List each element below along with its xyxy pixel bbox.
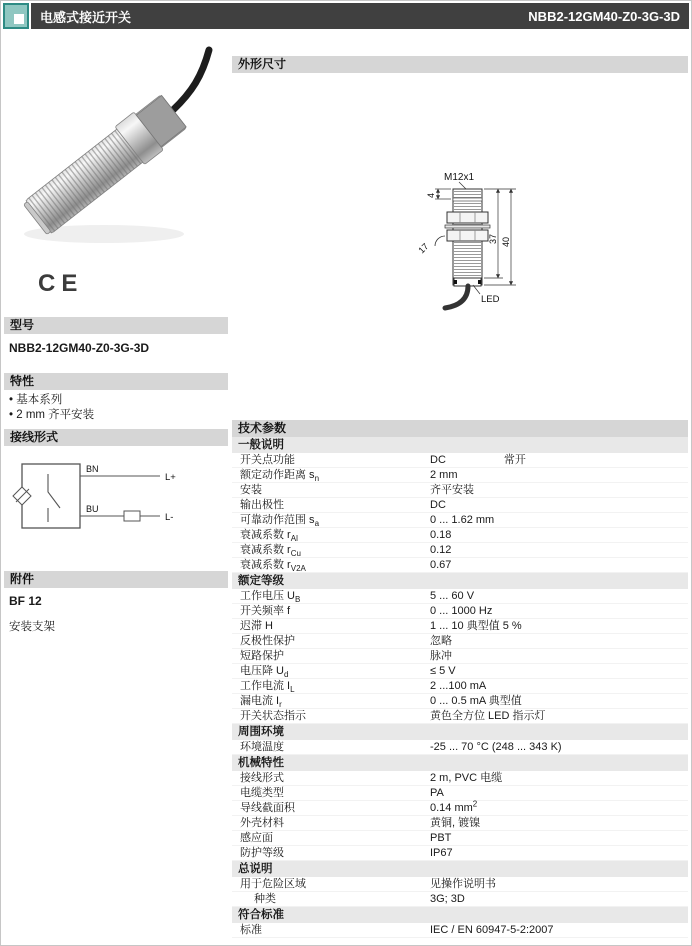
product-photo [4, 36, 228, 274]
table-row: 衰减系数 $r_{Cu}$ 0.12 [232, 543, 688, 558]
param-value: IP67 [430, 847, 453, 859]
dim-label-thread: M12x1 [444, 172, 475, 183]
table-row [232, 892, 688, 907]
table-row: 可靠动作范围 $s_a$ 0 ... 1.62 mm [232, 513, 688, 528]
section-title: 符合标准 [238, 909, 284, 921]
section-title: 额定等级 [238, 575, 284, 587]
param-label: 开关状态指示 [240, 710, 306, 722]
wire-label-bu: BU [86, 504, 99, 514]
section-header-wiring: 接线形式 [4, 429, 228, 446]
table-row [232, 498, 688, 513]
dim-label-4: 4 [426, 192, 436, 198]
param-value: DC [430, 499, 446, 511]
table-row [232, 619, 688, 634]
param-value: 2 ...100 mA [430, 680, 487, 692]
param-label: 工作电压 U [240, 590, 295, 602]
param-value: 脉冲 [430, 650, 452, 662]
param-value: IEC / EN 60947-5-2:2007 [430, 924, 554, 936]
param-section [232, 755, 688, 771]
section-title: 机械特性 [238, 757, 284, 769]
table-row [232, 923, 688, 938]
led-label: LED [481, 294, 500, 305]
table-row: 漏电流 $I_r$ 0 ... 0.5 mA 典型值 [232, 694, 688, 709]
param-value: 0 ... 1000 Hz [430, 605, 493, 617]
param-label: 工作电流 I [240, 680, 291, 692]
sensor-thread [25, 129, 142, 234]
param-value: 0.12 [430, 544, 452, 556]
wrench-symbol-icon [435, 236, 445, 246]
table-row: 工作电压 $U_B$ 5 ... 60 V [232, 589, 688, 604]
header-model-number: NBB2-12GM40-Z0-3G-3D [528, 8, 680, 24]
param-label: 开关频率 f [240, 605, 291, 617]
drawing-groove [453, 198, 482, 201]
table-row: 衰减系数 $r_{V2A}$ 0.67 [232, 558, 688, 573]
param-label: 电压降 U [240, 665, 284, 677]
param-label: 衰减系数 r [240, 529, 291, 541]
drawing-washer [445, 225, 490, 228]
param-section [232, 437, 688, 453]
section-header-model: 型号 [4, 317, 228, 334]
table-row [232, 816, 688, 831]
feature-item: • 基本系列 [9, 393, 94, 408]
param-value: DC [430, 454, 446, 466]
table-row [232, 634, 688, 649]
section-header-accessories: 附件 [4, 571, 228, 588]
wire-label-bn: BN [86, 464, 99, 474]
table-row [232, 453, 688, 468]
param-value: -25 ... 70 °C (248 ... 343 K) [430, 741, 562, 753]
table-row [232, 649, 688, 664]
ce-mark: CE [38, 270, 84, 297]
param-value: ≤ 5 V [430, 665, 456, 677]
param-value: 0.67 [430, 559, 452, 571]
wiring-diagram [8, 452, 220, 557]
param-section [232, 907, 688, 923]
param-label: 额定动作距离 s [240, 469, 315, 481]
table-row: 导线截面积 0.14 $mm^2$ [232, 801, 688, 816]
param-value: 齐平安装 [430, 484, 474, 496]
param-label: 接线形式 [240, 772, 284, 784]
param-value: 1 ... 10 典型值 5 % [430, 620, 522, 632]
wire-label-l-minus: L- [165, 512, 174, 523]
param-value: 0 ... 0.5 mA 典型值 [430, 695, 522, 707]
param-label: 衰减系数 r [240, 544, 291, 556]
table-row [232, 877, 688, 892]
drawing-cable [445, 286, 468, 308]
param-value: 2 m, PVC 电缆 [430, 772, 503, 784]
feature-item: • 2 mm 齐平安装 [9, 408, 94, 423]
drawing-nut-1 [447, 212, 488, 223]
table-row: 电压降 $U_d$ ≤ 5 V [232, 664, 688, 679]
param-value: 忽略 [430, 635, 452, 647]
table-row [232, 709, 688, 724]
brand-cube-icon [3, 3, 29, 29]
table-row: 额定动作距离 $s_n$ 2 mm [232, 468, 688, 483]
model-number: NBB2-12GM40-Z0-3G-3D [9, 341, 150, 355]
section-title: 一般说明 [238, 439, 284, 451]
dim-label-40: 40 [501, 236, 511, 247]
param-label: 漏电流 I [240, 695, 280, 707]
param-value: 0.14 mm [430, 802, 473, 814]
tech-data-table [232, 437, 688, 938]
section-title: 周围环境 [238, 726, 284, 738]
load-symbol [124, 511, 140, 521]
table-row [232, 786, 688, 801]
param-value: PA [430, 787, 444, 799]
param-value: 黄色全方位 LED 指示灯 [430, 710, 546, 722]
drawing-nut-2 [447, 230, 488, 241]
dim-label-17: 17 [416, 241, 431, 256]
param-label: 导线截面积 [240, 802, 295, 814]
param-section [232, 573, 688, 589]
param-section [232, 861, 688, 877]
sensor-body [20, 92, 188, 238]
param-value: 黄铜, 镀镍 [430, 817, 481, 829]
sensor-cable [173, 50, 209, 110]
param-section [232, 724, 688, 740]
param-label: 外壳材料 [240, 817, 284, 829]
param-value: 0 ... 1.62 mm [430, 514, 495, 526]
section-header-features: 特性 [4, 373, 228, 390]
section-header-dimensions: 外形尺寸 [232, 56, 688, 73]
table-row [232, 740, 688, 755]
table-row [232, 604, 688, 619]
param-value: 见操作说明书 [430, 878, 496, 890]
param-value-2: 常开 [503, 454, 526, 466]
param-value: 0.18 [430, 529, 452, 541]
switch-contact-symbol [48, 474, 60, 508]
table-row [232, 831, 688, 846]
param-label: 环境温度 [240, 741, 284, 753]
param-label: 防护等级 [240, 847, 284, 859]
param-label: 种类 [254, 893, 276, 905]
param-label: 反极性保护 [240, 635, 295, 647]
param-value: 2 mm [430, 469, 458, 481]
accessory-description: 安装支架 [9, 621, 55, 633]
param-value: 3G; 3D [430, 893, 465, 905]
dim-label-37: 37 [488, 233, 498, 244]
param-label: 迟滞 H [240, 620, 273, 632]
features-list [9, 393, 94, 423]
accessory-name: BF 12 [9, 594, 42, 608]
table-row [232, 771, 688, 786]
section-title: 总说明 [238, 863, 273, 875]
wire-label-l-plus: L+ [165, 472, 176, 483]
table-row: 衰减系数 $r_{Al}$ 0.18 [232, 528, 688, 543]
param-label: 用于危险区域 [240, 878, 306, 890]
table-row [232, 846, 688, 861]
param-label: 短路保护 [240, 650, 284, 662]
brand-cube-inner [14, 14, 24, 24]
table-row: 工作电流 $I_L$ 2 ...100 mA [232, 679, 688, 694]
param-label: 电缆类型 [240, 787, 284, 799]
param-label: 标准 [240, 924, 262, 936]
page-title: 电感式接近开关 [40, 9, 132, 25]
dimension-drawing [232, 74, 688, 420]
param-label: 感应面 [240, 832, 273, 844]
param-label: 开关点功能 [240, 454, 295, 466]
param-value: 5 ... 60 V [430, 590, 475, 602]
param-label: 安装 [240, 484, 262, 496]
param-label: 衰减系数 r [240, 559, 291, 571]
section-header-tech-data: 技术参数 [232, 420, 688, 437]
title-bar [31, 3, 689, 29]
table-row [232, 483, 688, 498]
param-label: 可靠动作范围 s [240, 514, 315, 526]
param-value: PBT [430, 832, 452, 844]
param-label: 输出极性 [240, 499, 284, 511]
